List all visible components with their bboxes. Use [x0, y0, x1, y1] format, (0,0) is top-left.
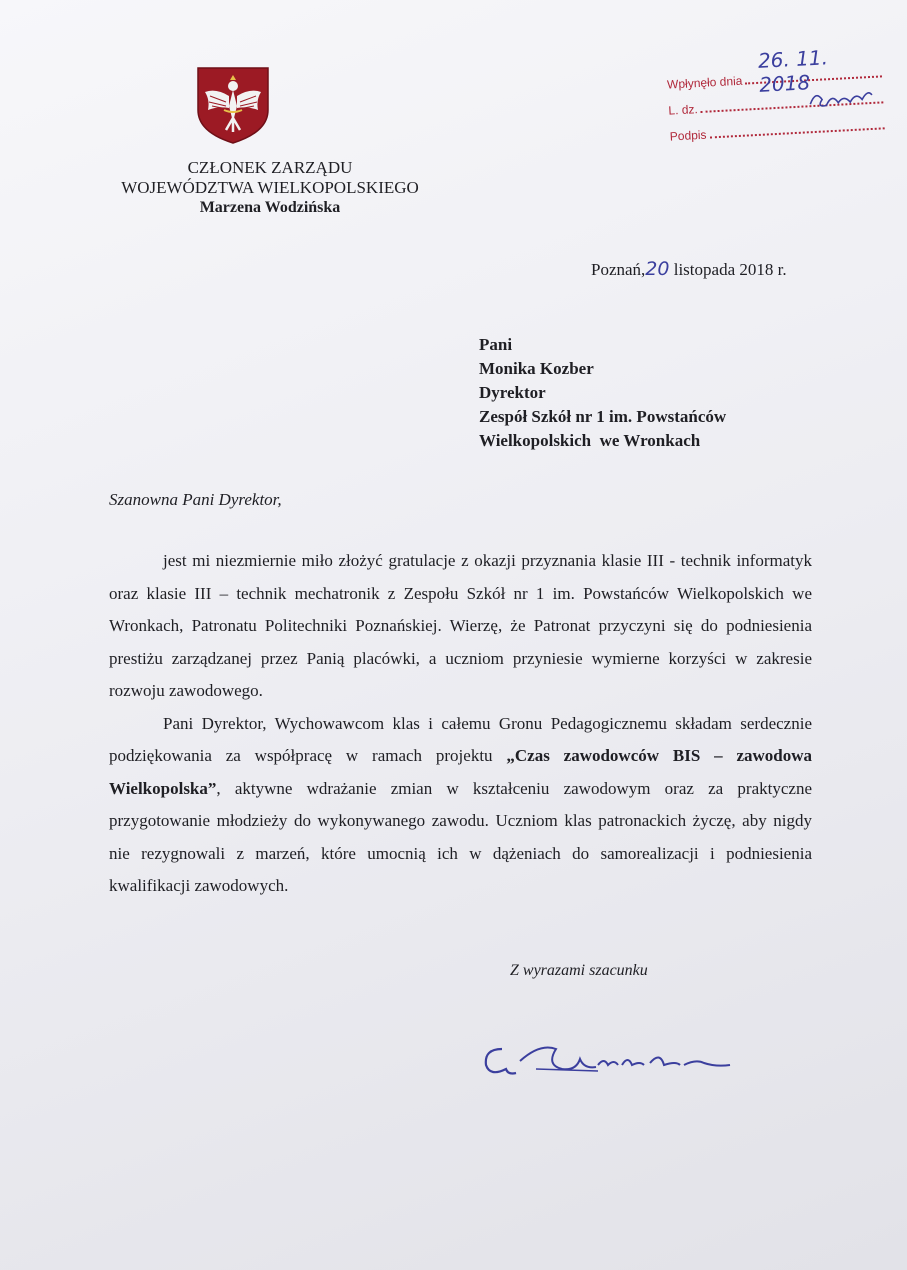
addressee-line5: Wielkopolskich we Wronkach	[479, 431, 701, 450]
salutation: Szanowna Pani Dyrektor,	[109, 490, 282, 509]
addressee-line4: Zespół Szkół nr 1 im. Powstańców	[479, 407, 727, 426]
place-city: Poznań,	[591, 260, 646, 279]
handwritten-day: 20	[645, 258, 670, 280]
addressee-line1: Pani	[479, 335, 513, 354]
sender-block	[100, 158, 440, 218]
closing-phrase: Z wyrazami szacunku	[510, 962, 648, 979]
addressee-line3: Dyrektor	[479, 383, 546, 402]
letter-body	[109, 545, 812, 903]
handwritten-signature	[480, 1035, 740, 1085]
sender-name: Marzena Wodzińska	[199, 199, 341, 216]
sender-title-line1: CZŁONEK ZARZĄDU	[187, 158, 353, 177]
stamp-dotted-line	[710, 127, 885, 138]
body-p2-intro: Pani Dyrektor, Wychowawcom klas i całemu Gronu Pedagogicznemu składam serdecznie podziękowania za współpracę w ramach projektu	[109, 713, 812, 765]
sender-title-line2: WOJEWÓDZTWA WIELKOPOLSKIEGO	[121, 178, 419, 197]
body-p2-rest: , aktywne wdrażanie zmian w kształceniu zawodowym oraz za praktyczne przygotowanie młodzieży do wykonywanego zawodu. Uczniom klas patronackich życzę, aby nigdy nie rezygnowali z marzeń, które umocnią ich w dążeniach do samorealizacji i podniesienia kwalifikacji zawodowych.	[109, 778, 812, 895]
project-name: „Czas zawodowców BIS – zawodowa Wielkopolska”	[109, 746, 812, 798]
addressee-block	[479, 333, 726, 453]
body-paragraph-1: jest mi niezmiernie miło złożyć gratulacje z okazji przyznania klasie III - technik informatyk oraz klasie III – technik mechatronik z Zespołu Szkół nr 1 im. Powstańców Wielkopolskich we Wronkach, Patronatu Politechniki Poznańskiej. Wierzę, że Patronat przyczyni się do podniesienia prestiżu zarządzanej przez Panią placówki, a uczniom przyniesie wymierne korzyści w zakresie rozwoju zawodowego.	[109, 551, 812, 700]
stamp-received-label: Wpłynęło dnia	[666, 73, 743, 92]
stamp-signature-label: Podpis	[669, 127, 707, 144]
addressee-line2: Monika Kozber	[479, 359, 594, 378]
body-paragraph-2	[109, 708, 812, 903]
stamp-received-date: 26. 11. 2018	[757, 45, 829, 97]
place-date-rest: listopada 2018 r.	[673, 260, 787, 279]
place-date	[591, 258, 787, 280]
coat-of-arms-eagle-icon	[196, 66, 270, 144]
stamp-ref-label: L. dz.	[668, 102, 699, 118]
receipt-stamp	[666, 45, 885, 144]
